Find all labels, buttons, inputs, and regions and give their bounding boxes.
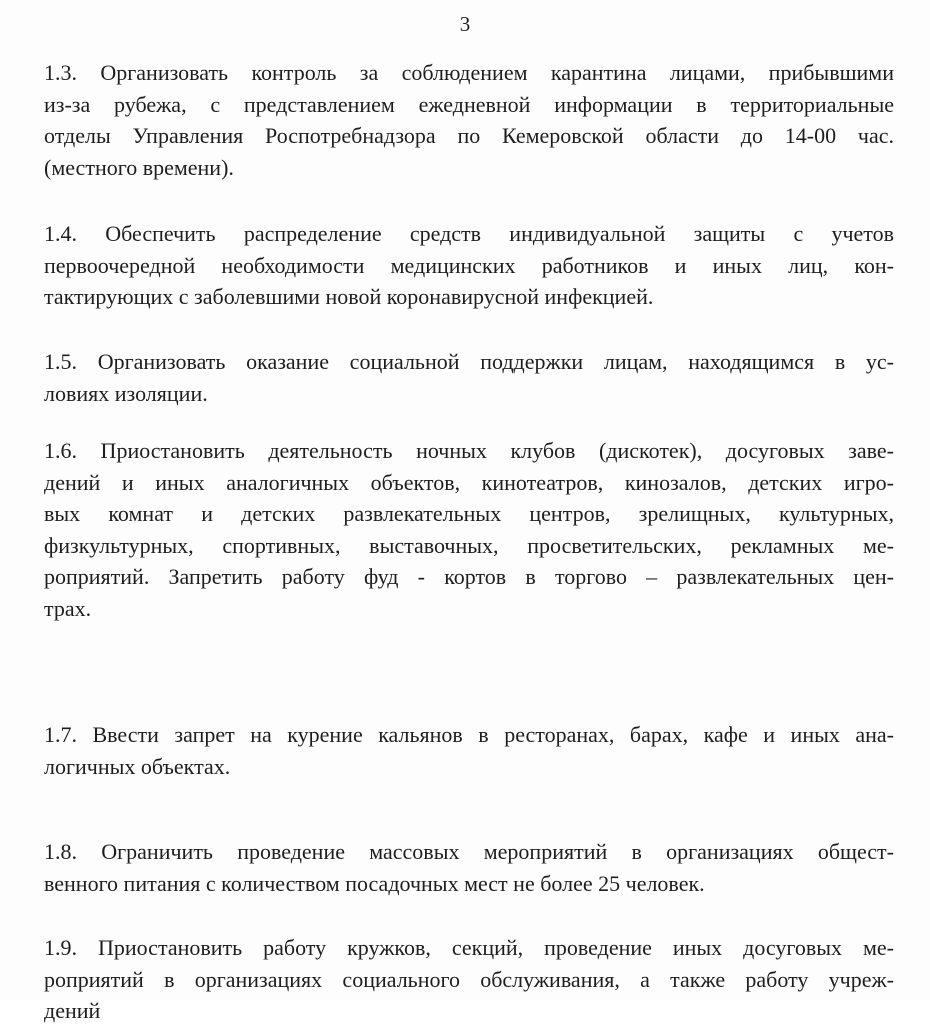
paragraph-line: отделы Управления Роспотребнадзора по Кемеровской области до 14-00 час. <box>44 123 894 148</box>
paragraph-line: дений и иных аналогичных объектов, кинотеатров, кинозалов, детских игро- <box>44 469 894 495</box>
paragraph-line: роприятий в организациях социального обслуживания, а также работу учреж- <box>44 966 894 992</box>
paragraph-line: ловиях изоляции. <box>44 380 208 406</box>
paragraph-line: 1.7. Ввести запрет на курение кальянов в ресторанах, барах, кафе и иных ана- <box>44 722 894 747</box>
paragraph-line: венного питания с количеством посадочных мест не более 25 человек. <box>44 870 705 896</box>
paragraph-line: трах. <box>44 595 92 621</box>
paragraph-1-5 <box>44 346 894 409</box>
page-number: 3 <box>459 12 471 36</box>
paragraph-line: 1.4. Обеспечить распределение средств индивидуальной защиты с учетов <box>44 221 894 246</box>
paragraph-line: 1.5. Организовать оказание социальной поддержки лицам, находящимся в ус- <box>44 349 894 374</box>
paragraph-line: логичных объектах. <box>44 753 231 779</box>
paragraph-line: 1.3. Организовать контроль за соблюдением карантина лицами, прибывшими <box>44 60 894 85</box>
paragraph-line: дений <box>44 998 101 1023</box>
paragraph-line: 1.8. Ограничить проведение массовых мероприятий в организациях общест- <box>44 839 894 864</box>
paragraph-line: тактирующих с заболевшими новой коронавирусной инфекцией. <box>44 284 654 309</box>
paragraph-1-6 <box>44 435 894 624</box>
paragraph-line: 1.6. Приостановить деятельность ночных клубов (дискотек), досуговых заве- <box>44 438 894 463</box>
paragraph-line: вых комнат и детских развлекательных центров, зрелищных, культурных, <box>44 501 894 526</box>
paragraph-line: физкультурных, спортивных, выставочных, просветительских, рекламных ме- <box>44 532 894 558</box>
paragraph-1-3 <box>44 57 894 183</box>
paragraph-line: первоочередной необходимости медицинских работников и иных лиц, кон- <box>44 252 894 278</box>
paragraph-line: роприятий. Запретить работу фуд - кортов в торгово – развлекательных цен- <box>44 564 894 589</box>
paragraph-line: 1.9. Приостановить работу кружков, секций, проведение иных досуговых ме- <box>44 935 894 960</box>
paragraph-1-9 <box>44 932 894 1023</box>
paragraph-1-7 <box>44 719 894 782</box>
paragraph-1-4 <box>44 218 894 313</box>
paragraph-1-8 <box>44 836 894 899</box>
paragraph-line: (местного времени). <box>44 154 234 180</box>
paragraph-line: из-за рубежа, с представлением ежедневной информации в территориальные <box>44 91 894 117</box>
